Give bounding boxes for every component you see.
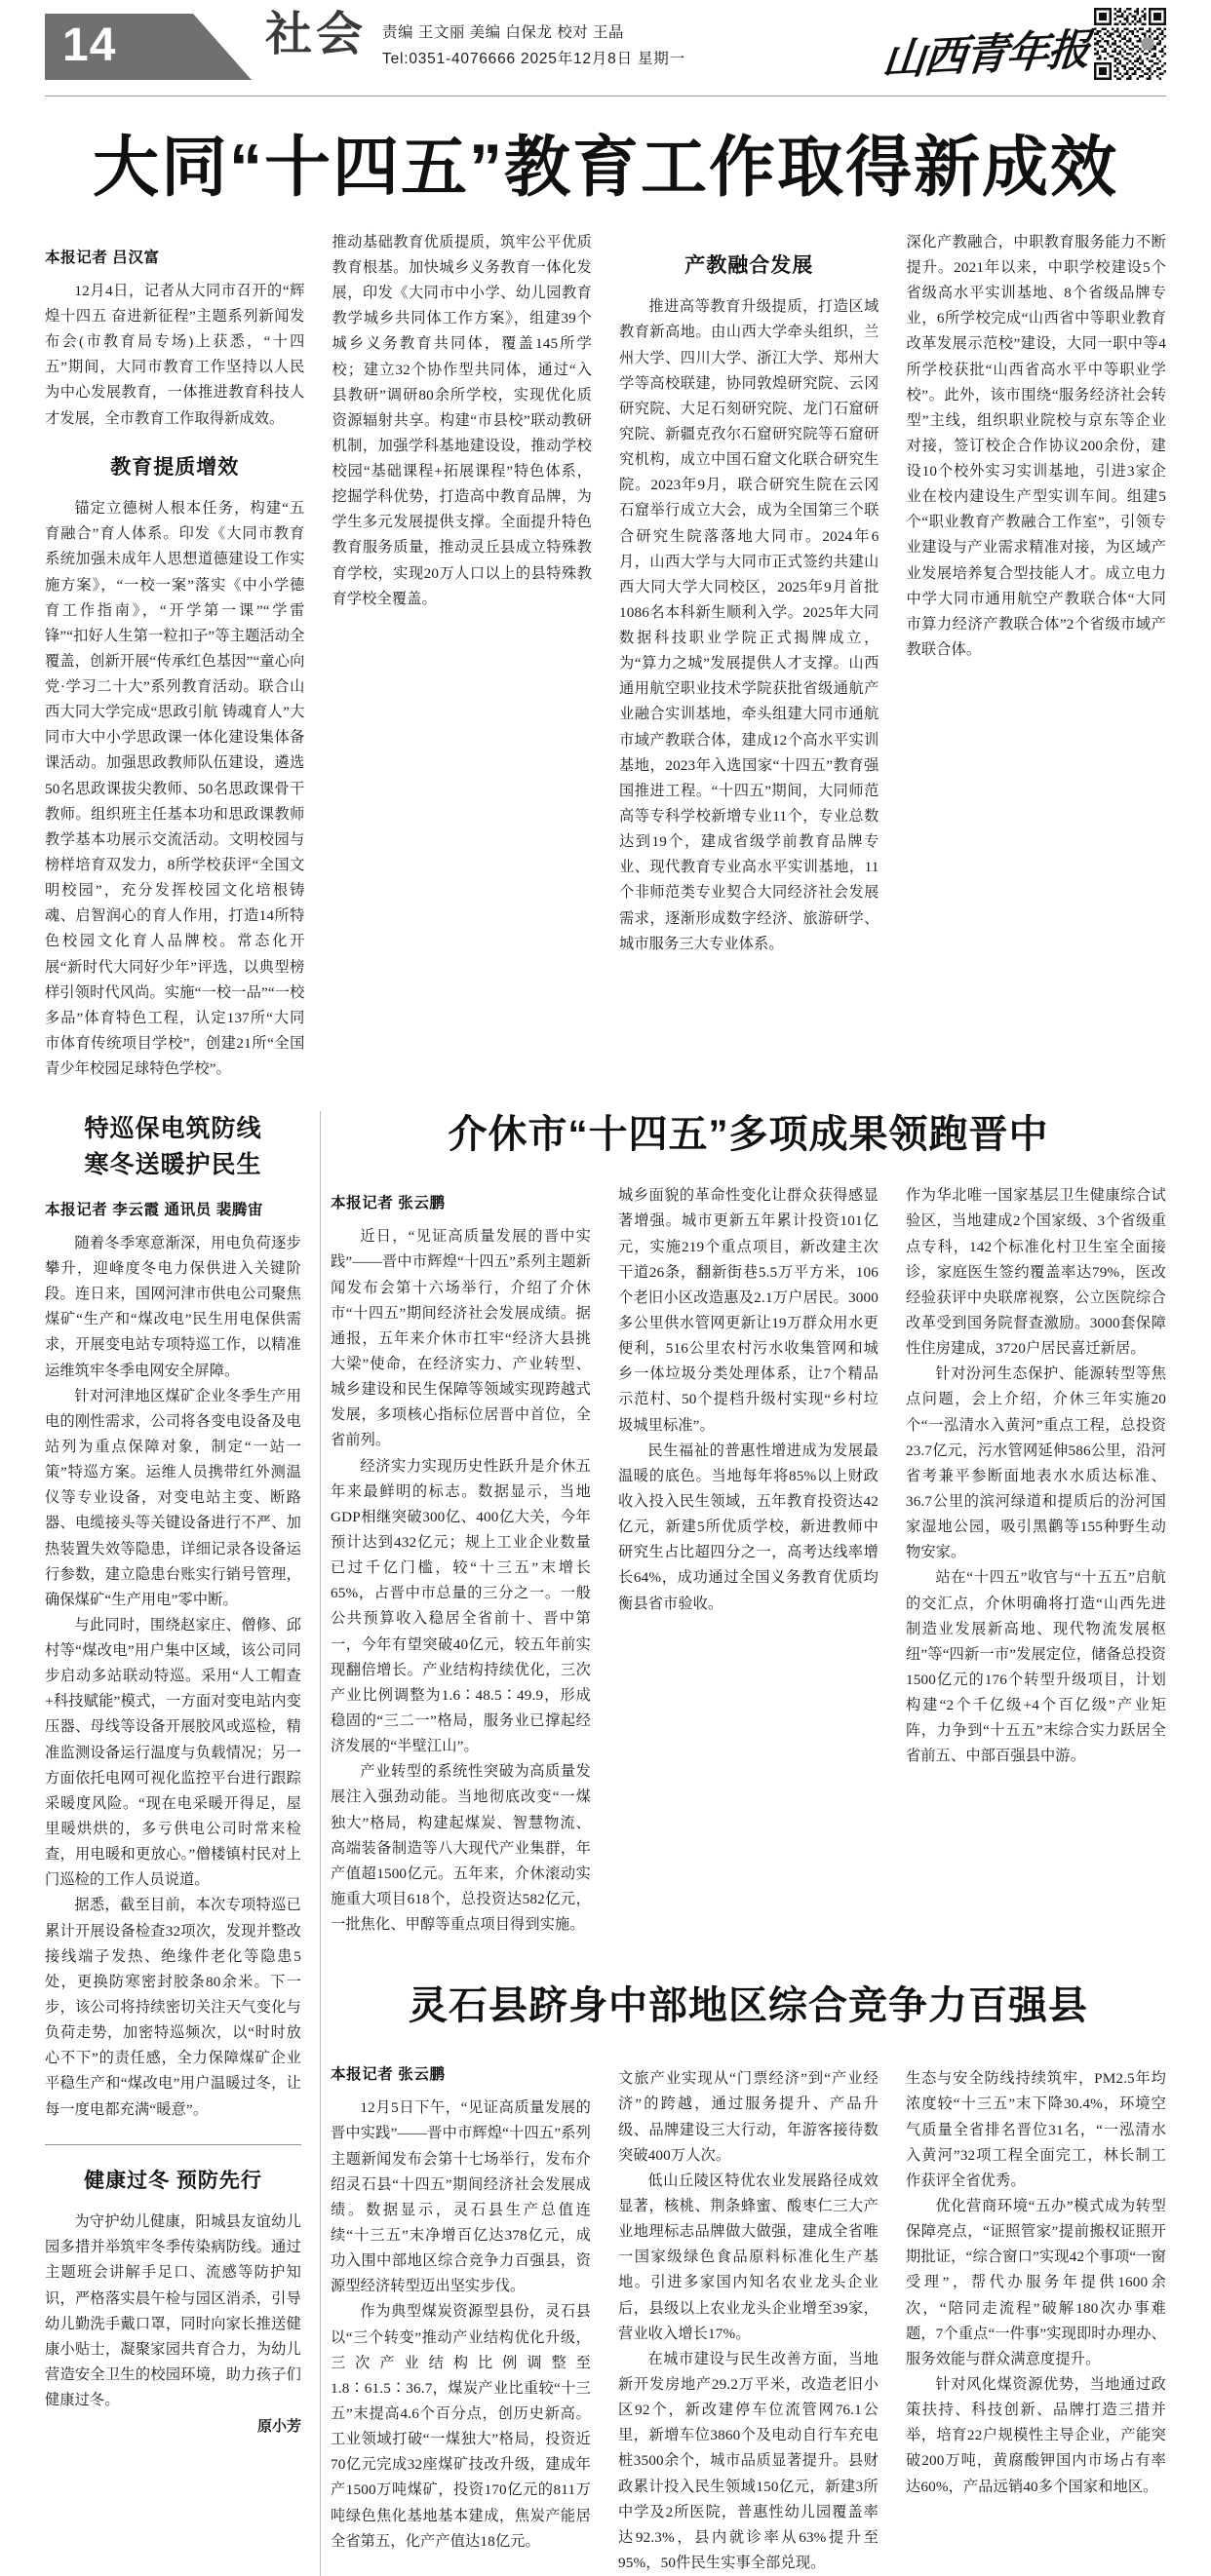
article2-para-4: 城乡面貌的革命性变化让群众获得感显著增强。城市更新五年累计投资101亿元，实施219个重点项目，新改建主次干道26条，翻新街巷5.5万平方米，106个老旧小区改造惠及2.1万户居民。3000多公里供水管网更新让19万群众用水更便利，516公里农村污水收集管网和城乡一体垃圾分类处理体系，让7个精品示范村、50个提档升级村实现“乡村垃圾城里标准”。 xyxy=(618,1187,879,1434)
article1-headline: 大同“十四五”教育工作取得新成效 xyxy=(92,131,1118,205)
article1-subhead-1: 教育提质增效 xyxy=(110,455,240,479)
article2-para-8: 站在“十四五”收官与“十五五”启航的交汇点，介休明确将打造“山西先进制造业发展新高地、现代物流发展枢纽”等“四新一市”发展定位，储备总投资1500亿元的176个转型升级项目，计划构建“2个千亿级+4个百亿级”产业矩阵，力争到“十五五”末综合实力跃居全省前五、中部百强县中游。 xyxy=(906,1569,1166,1765)
sidebar1-headline-line1: 特巡保电筑防线 xyxy=(84,1115,262,1143)
vertical-divider xyxy=(320,1111,321,2576)
article3-para-1: 12月5日下午，“见证高质量发展的晋中实践”——晋中市辉煌“十四五”系列主题新闻发布会第十七场举行，发布介绍灵石县“十四五”期间经济社会发展成绩。数据显示，灵石县生产总值连续“十三五”末净增百亿达378亿元，成功入围中部地区综合竞争力百强县，资源型经济转型迈出坚实步伐。 xyxy=(331,2099,591,2295)
lower-section xyxy=(45,1111,1166,2576)
section-title: 社会 xyxy=(265,9,368,60)
article3-col-1 xyxy=(331,2047,591,2576)
article2-para-1: 近日，“见证高质量发展的晋中实践”——晋中市辉煌“十四五”系列主题新闻发布会第十六场举行，介绍了介休市“十四五”期间经济社会发展成绩。据通报，五年来介休市扛牢“经济大县挑大梁”使命，在经济实力、产业转型、城乡建设和民生保障等领域实现跨越式发展，多项核心指标位居晋中首位，全省前列。 xyxy=(331,1228,591,1449)
sidebar2-headline: 健康过冬 预防先行 xyxy=(84,2169,262,2192)
masthead-credits xyxy=(382,19,685,72)
sidebar1-para-4: 据悉，截至目前，本次专项特巡已累计开展设备检查32项次，发现并整改接线端子发热、绝缘件老化等隐患5处，更换防寒密封胶条80余米。下一步，该公司将持续密切关注天气变化与负荷走势，加密特巡频次，以“时时放心不下”的责任感，全力保障煤矿企业平稳生产和“煤改电”用户温暖过冬，让每一度电都充满“暖意”。 xyxy=(45,1897,301,2118)
article1-byline: 本报记者 吕汉富 xyxy=(45,249,160,266)
article3-col-2 xyxy=(618,2047,879,2576)
article2-col-2 xyxy=(618,1175,879,1938)
article2-para-3: 产业转型的系统性突破为高质量发展注入强劲动能。当地彻底改变“一煤独大”格局，构建起煤炭、智慧物流、高端装备制造等八大现代产业集群，年产值超1500亿元。五年来，介休滚动实施重大项目618个，总投资达582亿元，一批焦化、甲醇等重点项目得到实施。 xyxy=(331,1763,591,1934)
article1-para-3: 推进高等教育升级提质，打造区域教育新高地。由山西大学牵头组织，兰州大学、四川大学、浙江大学、郑州大学等高校联建，协同敦煌研究院、云冈研究院、大足石刻研究院、龙门石窟研究院、新疆克孜尔石窟研究院等石窟研究机构，成立中国石窟文化联合研究生院。2023年9月，联合研究生院在云冈石窟举行成立大会，成为全国第三个联合研究生院落落地大同市。2024年6月，山西大学与大同市正式签约共建山西大同大学大同校区，2025年9月首批1086名本科新生顺利入学。2025年大同数据科技职业学院正式揭牌成立，为“算力之城”发展提供人才支撑。山西通用航空职业技术学院获批省级通航产业融合实训基地，牵头组建大同市通航市域产教联合体，建成12个高水平实训基地，2023年入选国家“十四五”教育强国推进工程。“十四五”期间，大同师范高等专科学校新增专业11个，专业总数达到19个，建成省级学前教育品牌专业、现代教育专业高水平实训基地，11个非师范类专业契合大同经济社会发展需求，逐渐形成数字经济、旅游研学、城市服务三大专业体系。 xyxy=(619,298,879,952)
sidebar2-para-1: 为守护幼儿健康，阳城县友谊幼儿园多措并举筑牢冬季传染病防线。通过主题班会讲解手足口、流感等防护知识，严格落实晨午检与园区消杀，引导幼儿勤洗手戴口罩，同时向家长推送健康小贴士，凝聚家园共育合力，为幼儿营造安全卫生的校园环境，助力孩子们健康过冬。 xyxy=(45,2213,301,2409)
sidebar1-byline: 本报记者 李云霞 通讯员 裴腾宙 xyxy=(45,1201,264,1218)
article3-para-5: 在城市建设与民生改善方面，当地新开发房地产29.2万平米，改造老旧小区92个，新改建停车位流管网76.1公里，新增车位3860个及电动自行车充电桩3500余个，城市品质显著提升。县财政累计投入民生领域150亿元，新建3所中学及2所医院，普惠性幼儿园覆盖率达92.3%，县内就诊率从63%提升至95%，50件民生实事全部兑现。 xyxy=(618,2350,879,2571)
article1-para-4: 深化产教融合，中职教育服务能力不断提升。2021年以来，中职学校建设5个省级高水平实训基地、8个省级品牌专业，6所学校完成“山西省中等职业教育改革发展示范校”建设，大同一职中等4所学校获批“山西省高水平中等职业学校”。此外，该市围绕“服务经济社会转型”主线，组织职业院校与京东等企业对接，签订校企合作协议200余份，建设10个校外实习实训基地，引进3家企业在校内建设生产型实训车间。组建5个“职业教育产教融合工作室”，引领专业建设与产业需求精准对接，为区域产业发展培养复合型技能人才。成立电力中学大同市通用航空产教联合体“大同市算力经济产教联合体”2个省级市域产教联合体。 xyxy=(906,233,1166,659)
article2-para-6: 作为华北唯一国家基层卫生健康综合试验区，当地建成2个国家级、3个省级重点专科，142个标准化村卫生室全面接诊，家庭医生签约覆盖率达79%，医改经验获评中央联席视察，公立医院综合改革受到国务院督查激励。3000套保障性住房建成，3720户居民喜迁新居。 xyxy=(906,1187,1166,1358)
sidebar1-para-3: 与此同时，围绕赵家庄、僧修、邱村等“煤改电”用户集中区域，该公司同步启动多站联动特巡。采用“人工帽查+科技赋能”模式，一方面对变电站内变压器、母线等设备开展胶风或巡检，精准监测设备运行温度与负载情况；另一方面依托电网可视化监控平台进行跟踪采暖度风险。“现在电采暖开得足，屋里暖烘烘的，多亏供电公司时常来检查，用电暖和更放心。”僧楼镇村民对上门巡检的工作人员说道。 xyxy=(45,1616,301,1889)
sidebar1-para-2: 针对河津地区煤矿企业冬季生产用电的刚性需求，公司将各变电设备及电站列为重点保障对象，制定“一站一策”特巡方案。运维人员携带红外测温仪等专业设备，对变电站主变、断路器、电缆接头等关键设备进行不严、加热装置失效等隐患，详细记录各设备运行参数，建立隐患台账实行销号管理，确保煤矿“生产用电”零中断。 xyxy=(45,1387,301,1608)
article3-byline: 本报记者 张云鹏 xyxy=(331,2066,446,2084)
sidebar-divider xyxy=(45,2144,301,2145)
brand-area xyxy=(879,8,1166,85)
sidebar2-signature: 原小芳 xyxy=(256,2418,301,2436)
sidebar1-para-1: 随着冬季寒意渐深，用电负荷逐步攀升，迎峰度冬电力保供进入关键阶段。连日来，国网河津市供电公司聚焦煤矿“生产和“煤改电”民生用电保供需求，开展变电站专项特巡工作，以精准运维筑牢冬季电网安全屏障。 xyxy=(45,1234,301,1379)
article2-para-2: 经济实力实现历史性跃升是介休五年来最鲜明的标志。数据显示，当地GDP相继突破300亿、400亿大关，今年预计达到432亿元；规上工业企业数量已过千亿门槛，较“十三五”末增长65%，占晋中市总量的三分之一。一般公共预算收入稳居全省前十、晋中第一，今年有望突破40亿元，较五年前实现翻倍增长。产业结构持续优化，三次产业比例调整为1.6∶48.5∶49.9，形成稳固的“三二一”格局，服务业已撑起经济发展的“半壁江山”。 xyxy=(331,1457,591,1755)
article3-para-5b: 生态与安全防线持续筑牢，PM2.5年均浓度较“十三五”末下降30.4%，环境空气质量全省排名晋位31名，“一泓清水入黄河”32项工程全面完工，林长制工作获评全省优秀。 xyxy=(906,2070,1166,2189)
lower-main-column xyxy=(331,1111,1166,2576)
article1-columns xyxy=(45,230,1166,1083)
article3-columns xyxy=(331,2047,1166,2576)
qr-code-icon[interactable] xyxy=(1094,8,1166,80)
article2-columns xyxy=(331,1175,1166,1938)
article1-col-3 xyxy=(619,230,879,1083)
credits-editors: 责编 王文丽 美编 白保龙 校对 王晶 xyxy=(382,24,625,41)
credits-contact-date: Tel:0351-4076666 2025年12月8日 星期一 xyxy=(382,51,685,68)
article2-para-7: 针对汾河生态保护、能源转型等焦点问题，会上介绍，介休三年实施20个“一泓清水入黄河”重点工程，总投资23.7亿元，污水管网延伸586公里，沿河省考兼平参断面地表水水质达标准、36.7公里的滨河绿道和提质后的汾河国家湿地公园，吸引黑鹳等155种野生动物安家。 xyxy=(906,1365,1166,1561)
article3-para-7: 优化营商环境“五办”模式成为转型保障亮点，“证照管家”提前搬权证照开期批证，“综合窗口”实现42个事项“一窗受理”，帮代办服务年提供1600余次，“陪同走流程”破解180次办事难题，7个重点“一件事”实现即时办理办、服务效能与群众满意度提升。 xyxy=(906,2197,1166,2367)
page-number: 14 xyxy=(62,19,117,72)
article3-para-2: 作为典型煤炭资源型县份，灵石县以“三个转变”推动产业结构优化升级，三次产业结构比例调整至1.8∶61.5∶36.7，煤炭产业比重较“十三五”末提高4.6个百分点，创历史新高。工业领域打破“一煤独大”格局，投资近70亿元完成32座煤矿技改升级，建成年产1500万吨煤矿，投资170亿元的811万吨绿色焦化基地基本建成，焦炭产能居全省第五，化产产值达18亿元。 xyxy=(331,2303,591,2550)
sidebar1-headline-line2: 寒冬送暖护民生 xyxy=(84,1150,262,1178)
article2-para-5: 民生福祉的普惠性增进成为发展最温暖的底色。当地每年将85%以上财政收入投入民生领域，五年教育投资达42亿元，新建5所优质学校，新进教师中研究生占比超四分之一，高考达线率增长64%，成功通过全国义务教育优质均衡县省市验收。 xyxy=(618,1442,879,1612)
article1-col-1 xyxy=(45,230,305,1083)
article2-col-1 xyxy=(331,1175,591,1938)
article1-para-1: 锚定立德树人根本任务，构建“五育融合”育人体系。印发《大同市教育系统加强未成年人思想道德建设工作实施方案》，“一校一案”落实《中小学德育工作指南》，“开学第一课”“学雷锋”“扣好人生第一粒扣子”等主题活动全覆盖，创新开展“传承红色基因”“童心向党·学习二十大”系列教育活动。联合山西大同大学完成“思政引航 铸魂育人”大同市大中小学思政课一体化建设集体备课活动。加强思政教师队伍建设，遴选50名思政课拔尖教师、50名思政课骨干教师。组织班主任基本功和思政课教师教学基本功展示交流活动。文明校园与榜样培育双发力，8所学校获评“全国文明校园”，充分发挥校园文化培根铸魂、启智润心的育人作用，打造14所特色校园文化育人品牌校。常态化开展“新时代大同好少年”评选，以典型榜样引领时代风尚。实施“一校一品”“一校多品”体育特色工程，认定137所“大同市体育传统项目学校”，创建21所“全国青少年校园足球特色学校”。 xyxy=(45,500,305,1078)
article1-para-2: 推动基础教育优质提质，筑牢公平优质教育根基。加快城乡义务教育一体化发展，印发《大同市中小学、幼儿园教育教学城乡共同体工作方案》，组建39个城乡义务教育共同体，覆盖145所学校；建立32个协作型共同体，通过“入县教研”调研80余所学校，实现优化质资源辐射共享。构建“市县校”联动教研机制，加强学科基地建设设，推动学校校园“基础课程+拓展课程”特色体系，挖掘学科优势，打造高中教育品牌，为学生多元发展提供支撑。全面提升特色教育服务质量，推动灵丘县成立特殊教育学校，实现20万人口以上的县特殊教育学校全覆盖。 xyxy=(332,233,592,607)
sidebar-column xyxy=(45,1111,301,2576)
article2-byline: 本报记者 张云鹏 xyxy=(331,1195,446,1212)
article3-col-3 xyxy=(906,2047,1166,2576)
paper-name: 山西青年报 xyxy=(879,25,1091,85)
article3-headline: 灵石县跻身中部地区综合竞争力百强县 xyxy=(409,1984,1088,2028)
article2-headline: 介休市“十四五”多项成果领跑晋中 xyxy=(448,1113,1049,1157)
masthead xyxy=(45,0,1166,94)
article2-col-3 xyxy=(906,1175,1166,1938)
page-folio xyxy=(45,14,252,80)
article3-para-3: 文旅产业实现从“门票经济”到“产业经济”的跨越，通过服务提升、产品升级、品牌建设三大行动，年游客接待数突破400万人次。 xyxy=(618,2070,879,2164)
article1-col-4 xyxy=(907,230,1167,1083)
article3-para-4: 低山丘陵区特优农业发展路径成效显著，核桃、荆条蜂蜜、酸枣仁三大产业地理标志品牌做大做强，建成全省唯一国家级绿色食品原料标准化生产基地。引进多家国内知名农业龙头企业后，县级以上农业龙头企业增至39家，营业收入增长17%。 xyxy=(618,2172,879,2342)
article3-para-8: 针对风化煤资源优势，当地通过政策扶持、科技创新、品牌打造三措并举，培育22户规模性主导企业，产能突破200万吨，黄腐酸钾国内市场占有率达60%，产品远销40多个国家和地区。 xyxy=(906,2375,1166,2495)
article1-subhead-2: 产教融合发展 xyxy=(684,253,814,277)
article1-lead: 12月4日，记者从大同市召开的“辉煌十四五 奋进新征程”主题系列新闻发布会(市教育局专场)上获悉，“十四五”期间，大同市教育工作坚持以人民为中心发展教育，一体推进教育科技人才发展，全市教育工作取得新成效。 xyxy=(45,282,305,427)
article1-col-2 xyxy=(332,230,593,1083)
